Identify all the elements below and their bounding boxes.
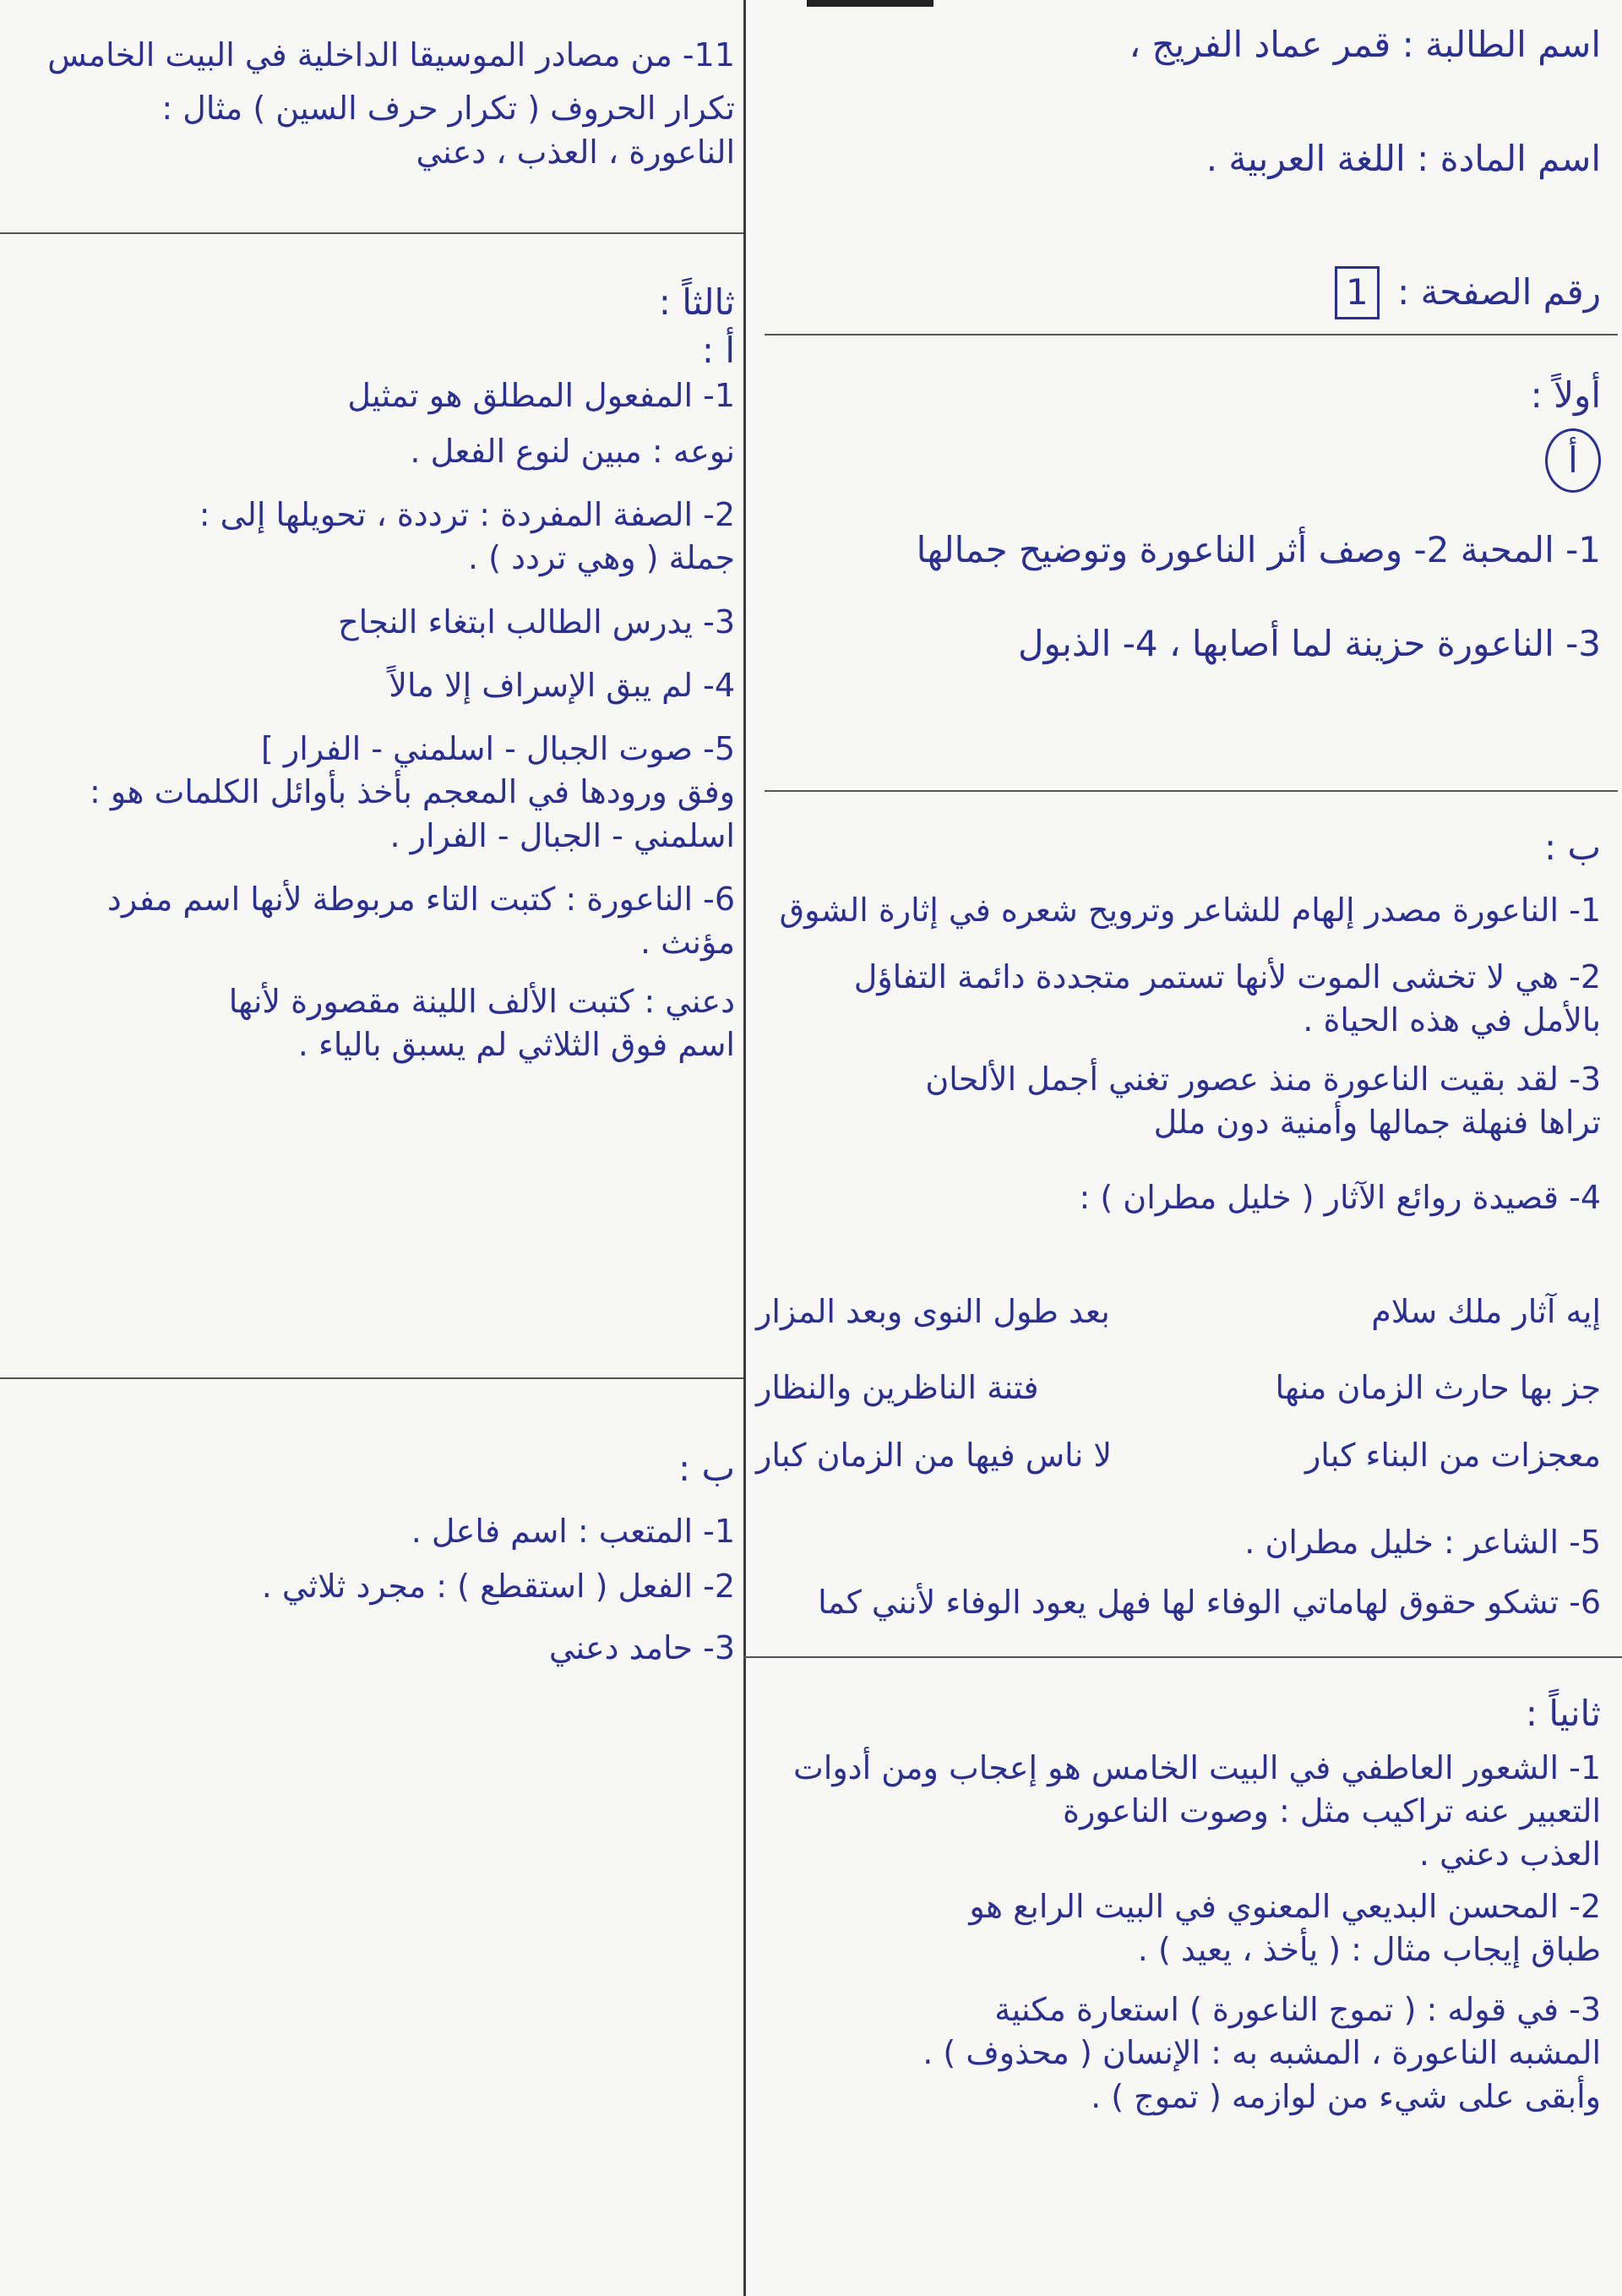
s3-item: اسلمني - الجبال - الفرار . (389, 816, 735, 854)
s3-item: 3- يدرس الطالب ابتغاء النجاح (338, 603, 735, 641)
divider (0, 232, 743, 234)
s3-item: 5- صوت الجبال - اسلمني - الفرار ] (260, 730, 735, 768)
s2-item: العذب دعني . (1418, 1835, 1601, 1873)
s3-item: 2- الصفة المفردة : ترددة ، تحويلها إلى : (199, 495, 735, 533)
s3-a-title: أ : (701, 329, 735, 371)
s2-item: المشبه الناعورة ، المشبه به : الإنسان ( محذوف ) . (923, 2034, 1601, 2072)
s3-item: دعني : كتبت الألف اللينة مقصورة لأنها (228, 982, 735, 1020)
page-number: 1 (1335, 266, 1380, 319)
student-name: قمر عماد الفريج ، (1129, 24, 1391, 65)
s2-item: طباق إيجاب مثال : ( يأخذ ، يعيد ) . (1137, 1930, 1601, 1968)
s2-item: التعبير عنه تراكيب مثل : وصوت الناعورة (1063, 1792, 1601, 1830)
s2-item: 2- المحسن البديعي المعنوي في البيت الرابع هو (969, 1887, 1601, 1925)
poem (756, 1293, 1601, 1513)
poem-line (756, 1293, 1601, 1330)
section-2-title: ثانياً : (1525, 1693, 1601, 1734)
poem-line (756, 1369, 1601, 1406)
s3-item: مؤنث . (640, 924, 735, 962)
s3-item: وفق ورودها في المعجم بأخذ بأوائل الكلمات هو : (89, 773, 735, 811)
s2-item: 3- في قوله : ( تموج الناعورة ) استعارة مكنية (994, 1991, 1601, 2029)
left-top (8, 34, 735, 174)
student-row (1129, 21, 1601, 69)
s1-a-item: 3- الناعورة حزينة لما أصابها ، 4- الذبول (1017, 623, 1601, 665)
section-1-b-tail (756, 1521, 1601, 1625)
student-label: اسم الطالبة : (1402, 24, 1601, 65)
s1-b-item: 6- تشكو حقوق لهاماتي الوفاء لها فهل يعود الوفاء لأنني كما (818, 1584, 1601, 1622)
poem-second-half: فتنة الناظرين والنظار (756, 1369, 1039, 1406)
section-3-title: ثالثاً : (658, 281, 735, 323)
s3-b-item: 1- المتعب : اسم فاعل . (411, 1512, 735, 1550)
s1-b-item: 5- الشاعر : خليل مطران . (1244, 1524, 1601, 1561)
s3-b-title: ب : (678, 1448, 735, 1489)
left-top-item: الناعورة ، العذب ، دعني (416, 133, 735, 171)
s2-item: 1- الشعور العاطفي في البيت الخامس هو إعجاب ومن أدوات (793, 1748, 1601, 1786)
s1-b-item: 3- لقد بقيت الناعورة منذ عصور تغني أجمل الألحان (925, 1060, 1601, 1098)
poem-second-half: لا ناس فيها من الزمان كبار (756, 1437, 1113, 1474)
s3-item: جملة ( وهي تردد ) . (468, 539, 735, 577)
left-top-item: تكرار الحروف ( تكرار حرف السين ) مثال : (161, 90, 735, 128)
section-3 (8, 279, 735, 1066)
page-label: رقم الصفحة : (1397, 271, 1601, 313)
s1-b-item: بالأمل في هذه الحياة . (1303, 1001, 1601, 1039)
section-3-b (8, 1445, 735, 1671)
subject-name: اللغة العربية . (1206, 138, 1406, 179)
s3-item: 1- المفعول المطلق هو تمثيل (347, 377, 735, 415)
s1-a-item: 1- المحبة 2- وصف أثر الناعورة وتوضيح جمالها (916, 528, 1601, 570)
divider (743, 1656, 1622, 1658)
poem-line (756, 1437, 1601, 1474)
part-a-marker: أ (1545, 428, 1601, 493)
column-divider (743, 0, 746, 2296)
subject-row (1206, 135, 1601, 183)
section-1 (756, 372, 1601, 668)
section-1-title: أولاً : (1530, 374, 1601, 416)
s2-item: وأبقى على شيء من لوازمه ( تموج ) . (1091, 2077, 1601, 2115)
s1-b-item: 2- هي لا تخشى الموت لأنها تستمر متجددة دائمة التفاؤل (853, 957, 1601, 995)
section-1-b (756, 824, 1601, 1219)
s3-item: اسم فوق الثلاثي لم يسبق بالياء . (297, 1025, 735, 1063)
left-top-item: 11- من مصادر الموسيقا الداخلية في البيت الخامس (47, 36, 735, 74)
poem-first-half: إيه آثار ملك سلام (1371, 1293, 1601, 1330)
s3-b-item: 2- الفعل ( استقطع ) : مجرد ثلاثي . (261, 1567, 735, 1605)
s3-item: نوعه : مبين لنوع الفعل . (410, 432, 735, 470)
s1-b-item: تراها فنهلة جمالها وأمنية دون ملل (1153, 1103, 1601, 1141)
subject-label: اسم المادة : (1417, 138, 1601, 179)
s1-b-title: ب : (1543, 826, 1601, 868)
s3-item: 6- الناعورة : كتبت التاء مربوطة لأنها اسم مفرد (106, 881, 735, 919)
s1-b-item: 4- قصيدة روائع الآثار ( خليل مطران ) : (1079, 1179, 1601, 1217)
page-row (1335, 266, 1601, 319)
s3-b-item: 3- حامد دعني (548, 1629, 735, 1667)
poem-first-half: معجزات من البناء كبار (1304, 1437, 1601, 1474)
section-2 (756, 1690, 1601, 2119)
s3-item: 4- لم يبق الإسراف إلا مالاً (389, 666, 735, 704)
poem-second-half: بعد طول النوى وبعد المزار (756, 1293, 1110, 1330)
poem-first-half: جز بها حارث الزمان منها (1275, 1369, 1601, 1406)
divider (765, 790, 1618, 792)
divider (0, 1377, 743, 1379)
s1-b-item: 1- الناعورة مصدر إلهام للشاعر وترويح شعره في إثارة الشوق (779, 891, 1601, 929)
divider (765, 334, 1618, 335)
